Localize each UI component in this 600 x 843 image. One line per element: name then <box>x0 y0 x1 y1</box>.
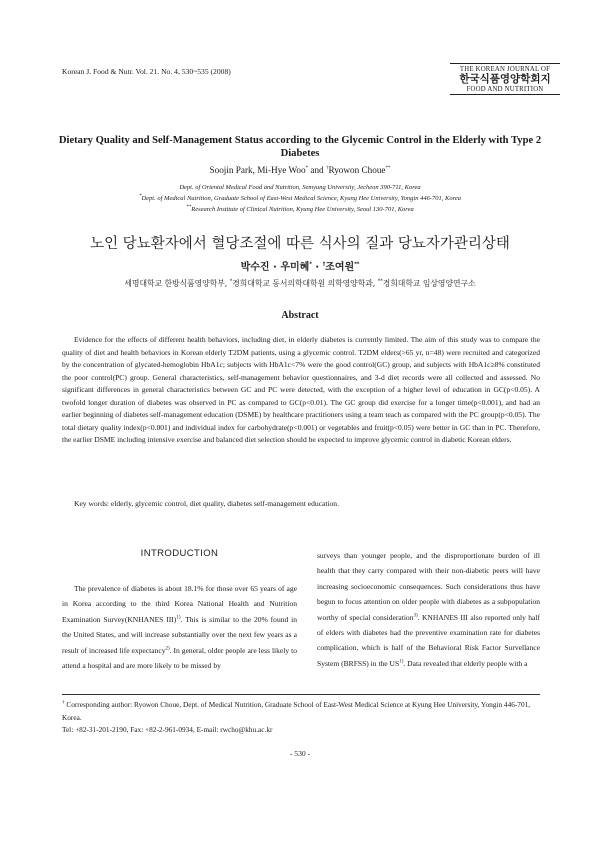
abstract-heading: Abstract <box>281 310 319 321</box>
citation-ref: 1) <box>176 615 181 621</box>
affiliations-korean <box>40 278 560 289</box>
affiliation-mark: ** <box>186 204 192 210</box>
intro-text-part: . KNHANES III also reported only half of elders with diabetes had the preventive examination rate for diabetes complication, which is half of the Behavioral Risk Factor Survellance System (BRFSS) in the US <box>317 612 540 668</box>
affiliation-text: Dept. of Medical Nutrition, Graduate School of East-West Medical Science, Kyung Hee University, Yongin 446-701, Korea <box>141 195 462 202</box>
affiliation-text: Dept. of Oriental Medical Food and Nutrition, Semyung University, Jecheon 390-711, Korea <box>179 184 421 191</box>
author-corresponding-ko: 조여원 <box>325 262 355 273</box>
author-group-1: Soojin Park, Mi-Hye Woo <box>209 165 306 175</box>
authors-english <box>40 165 560 175</box>
corresponding-mark: † <box>62 700 65 706</box>
author-separator: · <box>311 262 323 273</box>
affiliation-mark: * <box>138 193 142 199</box>
author-affil-mark: ** <box>385 165 391 171</box>
affiliation-text: Research Institute of Clinical Nutrition, Kyung Hee University, Seoul 130-701, Korea <box>191 206 414 213</box>
corresponding-mark: † <box>325 165 329 171</box>
footnote-line-2: Tel: +82-31-201-2190, Fax: +82-2-961-0934, E-mail: rwcho@khu.ac.kr <box>62 725 273 734</box>
author-mark: * <box>309 261 312 268</box>
journal-name-ko: 한국식품영양학회지 <box>459 73 551 85</box>
author-conjunction: and <box>308 165 326 175</box>
intro-text-part: . This is similar to the 20% found in the United States, and will increase substantially over the next few years as a result of increased life expectancy <box>62 614 298 655</box>
author-affil-mark: ** <box>354 261 360 268</box>
journal-masthead <box>450 63 560 95</box>
affiliation-1 <box>40 184 560 191</box>
title-korean: 노인 당뇨환자에서 혈당조절에 따른 식사의 질과 당뇨자가관리상태 <box>90 236 510 252</box>
intro-text-part: The prevalence of diabetes is about 18.1% for those over 65 years of age in Korea according to the third Korea National Health and Nutrition Examination Survey(KNHANES III) <box>62 584 297 624</box>
citation-ref: 3) <box>413 613 418 619</box>
keywords: Key words: elderly, glycemic control, diet quality, diabetes self-management education. <box>74 499 339 508</box>
intro-text-part: surveys than younger people, and the disproportionate burden of ill health that they carry compared with their non-diabetic peers will have increasing socioeconomic consequences. Such considerations thus have begun to focus attention on older people with diabetes as a subpopulation worthy of special consideration <box>317 551 540 622</box>
intro-text-part: . Data revealed that elderly people with a <box>403 658 528 668</box>
author-mark: * <box>305 165 309 171</box>
abstract-body: Evidence for the effects of different health behaviors, including diet, in elderly diabetes is currently limited. The aim of this study was to compare the quality of diet and health behaviors in Korean elderly T2DM patients, using a glycemic control. T2DM elders(>65 yr, n=48) were recruited and categorized by the concentration of glycated-hemoglobin HbA1c; subjects with HbA1c<7% were the good control(GC) group, and subjects with HbA1c≥8% constituted the poor control(PC) group. General characteristics, self-management behavior questionnaires, and 3-d diet records were all collected and assessed. No significant differences in general characteristics between GC and PC were detected, with the exception of a higher level of education in GC(p<0.05). A twofold longer duration of diabetes was observed in PC as compared to GC(p<0.01). The GC group did exercise for a longer time(p<0.001), and had an earlier beginning of diabetes self-management education (DSME) by healthcare practitioners using a team teach as compared with the PC group(p<0.05). The total dietary quality index(p<0.001) and individual index for carbohydrate(p<0.001) or vegetables and fruit(p<0.05) were better in GC than in PC. Therefore, the earlier DSME including intensive exercise and balanced diet selection should be expected to improve glycemic control in diabetic Korean elders. <box>62 335 540 445</box>
affiliation-mark: * <box>229 278 233 285</box>
footnote-line-1: Corresponding author: Ryowon Choue, Dept. of Medical Nutrition, Graduate School of East-West Medical Science at Kyung Hee University, Yongin 446-701, Korea. <box>62 700 531 722</box>
affiliation-mark: ** <box>377 278 383 285</box>
citation-ref: 1) <box>399 659 404 665</box>
corresponding-author-footnote <box>62 699 542 737</box>
affiliation-ko-1: 세명대학교 한방식품영양학부, <box>124 279 230 288</box>
corresponding-mark: † <box>322 261 326 268</box>
affiliation-ko-3: 경희대학교 임상영양연구소 <box>382 279 476 288</box>
introduction-continued <box>317 548 540 671</box>
author-group-1-ko: 박수진 · 우미혜 <box>240 262 310 273</box>
right-column <box>317 548 540 671</box>
journal-name-en-bottom: FOOD AND NUTRITION <box>466 86 544 93</box>
introduction-paragraph <box>62 581 297 673</box>
introduction-heading: INTRODUCTION <box>140 548 219 559</box>
footnote-divider <box>62 694 540 695</box>
journal-citation: Korean J. Food & Nutr. Vol. 21. No. 4, 530~535 (2008) <box>62 67 231 76</box>
journal-name-en-top: THE KOREAN JOURNAL OF <box>459 66 551 73</box>
author-corresponding: Ryowon Choue <box>328 165 386 175</box>
authors-korean <box>40 258 560 273</box>
page-number: - 530 - <box>289 749 311 758</box>
title-english: Dietary Quality and Self-Management Status according to the Glycemic Control in the Elderly with Type 2 Diabetes <box>58 135 542 159</box>
intro-text-part: . In general, older people are less likely to attend a hospital and are more likely to be missed by <box>62 645 297 671</box>
affiliation-2 <box>40 195 560 202</box>
affiliation-ko-2: 경희대학교 동서의학대학원 의학영양학과, <box>232 279 378 288</box>
affiliation-3 <box>40 206 560 213</box>
citation-ref: 2) <box>165 646 170 652</box>
left-column <box>62 548 297 673</box>
